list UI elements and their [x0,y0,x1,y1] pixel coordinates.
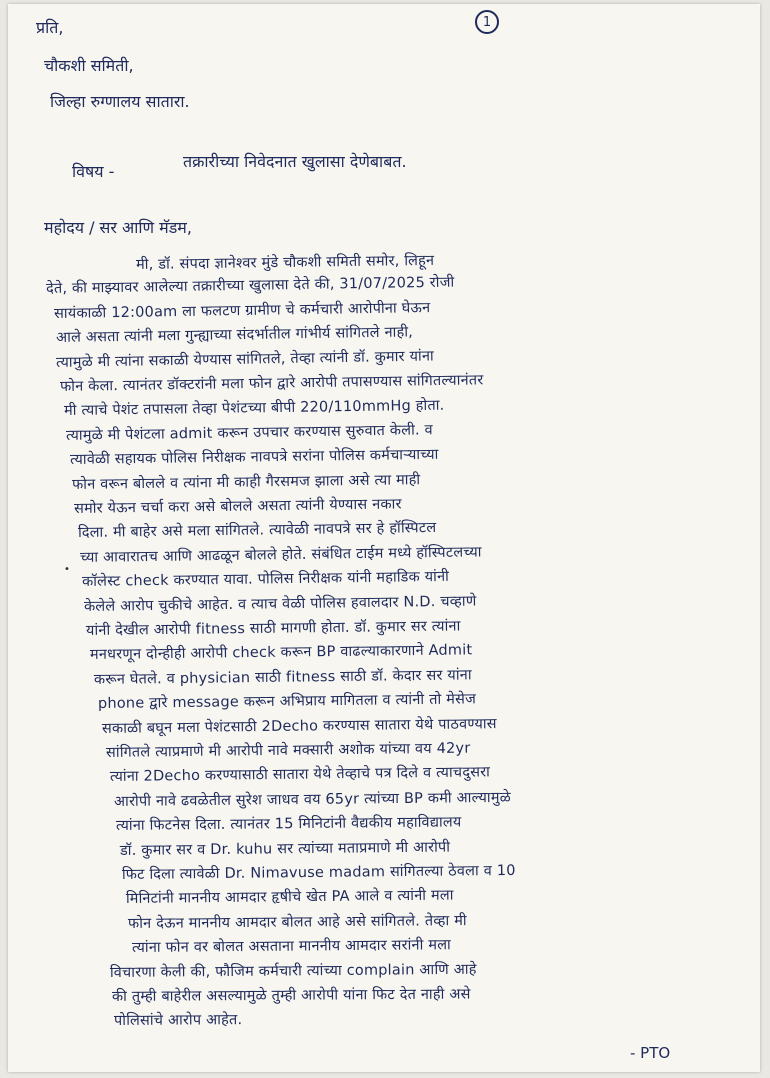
body-line: डॉ. कुमार सर व Dr. kuhu सर त्यांच्या मताप्रमाणे मी आरोपी [119,839,451,859]
body-line: फिट दिला त्यावेळी Dr. Nimavuse madam सांगितल्या ठेवला व 10 [121,862,516,883]
body-line: करून घेतले. व physician साठी fitness साठी डॉ. केदार सर यांना [93,667,472,688]
body-line: त्यांना फिटनेस दिला. त्यानंतर 15 मिनिटांनी वैद्यकीय महाविद्यालय [115,814,462,835]
handwritten-letter-page [8,4,760,1072]
body-line: सायंकाळी 12:00am ला फलटण ग्रामीण चे कर्मचारी आरोपीना घेऊन [53,299,431,322]
body-line: त्यांना फोन वर बोलत असताना माननीय आमदार सरांनी मला [131,937,452,957]
body-line: मी त्याचे पेशंट तपासला तेव्हा पेशंटच्या बीपी 220/110mmHg होता. [63,398,445,420]
body-line: त्यावेळी सहायक पोलिस निरीक्षक नावपत्रे सरांना पोलिस कर्मचाऱ्याच्या [69,447,439,469]
recipient-office: जिल्हा रुग्णालय सातारा. [50,92,190,111]
body-line: phone द्वारे message करून अभिप्राय मागितला व त्यांनी तो मेसेज [97,691,477,713]
body-line: फोन देऊन माननीय आमदार बोलत आहे असे सांगितले. तेव्हा मी [127,912,467,932]
body-line: सकाळी बघून मला पेशंटसाठी 2Decho करण्यास सातारा येथे पाठवण्यास [101,715,497,737]
body-line: केलेले आरोप चुकीचे आहेत. व त्याच वेळी पोलिस हवालदार N.D. चव्हाणे [83,593,477,615]
body-line: आरोपी नावे ढवळेतील सुरेश जाधव वय 65yr त्यांच्या BP कमी आल्यामुळे [113,789,512,810]
recipient-to: प्रति, [36,18,64,37]
body-line: मिनिटांनी माननीय आमदार हृषीचे खेत PA आले व त्यांनी मला [125,887,454,908]
recipient-committee: चौकशी समिती, [44,56,134,75]
body-line: समोर येऊन चर्चा करा असे बोलले असता त्यांनी येण्यास नकार [73,496,402,517]
pto-note: - PTO [630,1044,671,1062]
salutation: महोदय / सर आणि मॅडम, [44,218,192,237]
body-line: यांनी देखील आरोपी fitness साठी मागणी होता. डॉ. कुमार सर त्यांना [85,618,461,639]
body-line: त्यांना 2Decho करण्यासाठी सातारा येथे तेव्हाचे पत्र दिले व त्याचदुसरा [109,764,491,786]
body-line: आले असता त्यांनी मला गुन्ह्याच्या संदर्भातील गांभीर्य सांगितले नाही, [55,324,414,347]
body-line: फोन वरून बोलले व त्यांना मी काही गैरसमज झाला असे त्या माही [71,471,421,493]
body-line: की तुम्ही बाहेरील असल्यामुळे तुम्ही आरोपी यांना फिट देत नाही असे [111,986,471,1005]
body-line: मी, डॉ. संपदा ज्ञानेश्वर मुंडे चौकशी समिती समोर, लिहून [135,252,435,273]
page-number: 1 [475,10,499,34]
body-line: सांगितले त्याप्रमाणे मी आरोपी नावे मक्सारी अशोक यांच्या वय 42yr [105,740,471,761]
body-line: पोलिसांचे आरोप आहेत. [113,1012,243,1030]
body-line: देते, की माझ्यावर आलेल्या तक्रारीच्या खुलासा देते की, 31/07/2025 रोजी [45,274,455,298]
subject-label: विषय - [72,162,115,181]
body-line: त्यामुळे मी त्यांना सकाळी येण्यास सांगितले, तेव्हा त्यांनी डॉ. कुमार यांना [55,347,435,371]
body-line: फोन केला. त्यानंतर डॉक्टरांनी मला फोन द्वारे आरोपी तपासण्यास सांगितल्यानंतर [59,372,484,395]
body-line: दिला. मी बाहेर असे मला सांगितले. त्यावेळी नावपत्रे सर हे हॉस्पिटल [77,520,437,542]
margin-mark: • [64,564,70,575]
body-line: च्या आवारातच आणि आढळून बोलले होते. संबंधित टाईम मध्ये हॉस्पिटलच्या [79,544,482,566]
subject-text: तक्रारीच्या निवेदनात खुलासा देणेबाबत. [183,152,407,171]
body-line: त्यामुळे मी पेशंटला admit करून उपचार करण्यास सुरुवात केली. व [65,422,433,444]
body-line: विचारणा केली की, फौजिम कर्मचारी त्यांच्या complain आणि आहे [109,961,477,981]
body-line: मनधरणून दोन्हीही आरोपी check करून BP वाढल्याकारणाने Admit [89,642,473,664]
body-line: कॉलेस्ट check करण्यात यावा. पोलिस निरीक्षक यांनी महाडिक यांनी [81,569,450,591]
